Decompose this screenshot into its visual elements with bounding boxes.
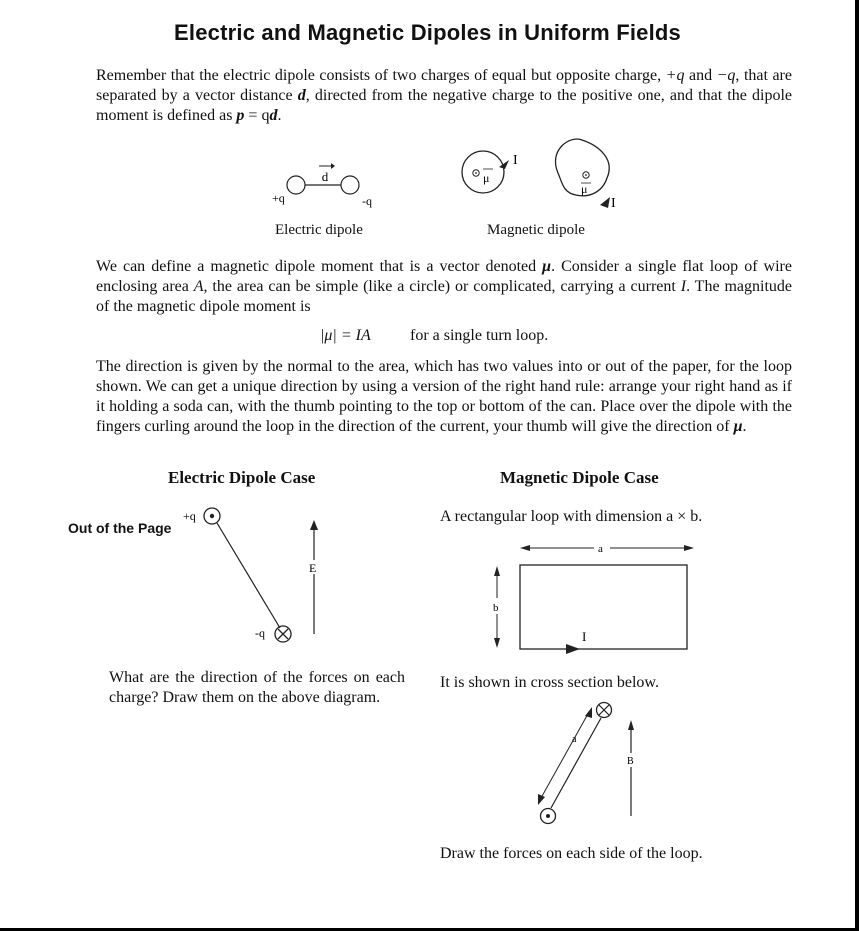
intro-paragraph: Remember that the electric dipole consists of two charges of equal but opposite charge, +q and −q, that are separated by a vector distance d, directed from the negative charge to the positive one, and that the dipole moment is defined as p = qd.: [96, 67, 793, 124]
magnetic-case-heading: Magnetic Dipole Case: [500, 468, 659, 487]
forces-instruction: Draw the forces on each side of the loop.: [440, 845, 703, 862]
moment-equation: |μ| = IA: [320, 327, 371, 344]
mu-label-1: μ: [483, 171, 490, 185]
rectangular-loop: [520, 565, 687, 649]
cross-section-note: It is shown in cross section below.: [440, 674, 659, 691]
d-label: d: [321, 169, 329, 184]
loop-cross-section: [551, 718, 601, 808]
plus-q-label: +q: [272, 191, 285, 205]
loop-current-label: I: [582, 629, 587, 644]
a-label-cross: a: [572, 734, 577, 745]
e-field-label: E: [309, 561, 317, 575]
electric-question: What are the direction of the forces on each charge? Draw them on the above diagram.: [109, 669, 405, 706]
magnetic-moment-paragraph: We can define a magnetic dipole moment that is a vector denoted μ. Consider a single flat loop of wire enclosing area A, the area can be simple (like a circle) or complicated, carrying a current I. The magnitude of the magnetic dipole moment is: [96, 258, 792, 315]
a-side-dimension: [541, 712, 589, 798]
mu-label-2: μ: [581, 182, 588, 196]
p-vector: p: [236, 107, 245, 124]
loop-description: A rectangular loop with dimension a × b.: [440, 508, 703, 525]
caption-electric-dipole: Electric dipole: [275, 222, 363, 238]
moment-equation-note: for a single turn loop.: [410, 327, 549, 344]
plus-q-label-lower: +q: [183, 509, 196, 523]
out-of-page-label: Out of the Page: [68, 520, 172, 536]
page-title: Electric and Magnetic Dipoles in Uniform Fields: [174, 20, 681, 45]
e-field-arrowhead-icon: [310, 520, 318, 530]
current-label-1: I: [513, 153, 518, 168]
right-hand-rule-paragraph: The direction is given by the normal to the area, which has two values into or out of the paper, for the loop shown. We can get a unique direction by using a version of the right hand rule: arrange your right hand as if it holding a soda can, with the thumb pointing to the top or bottom of the can. Place over the dipole with the fingers curling around the loop in the direction of the current, your thumb will give the direction of μ.: [96, 358, 792, 435]
caption-magnetic-dipole: Magnetic dipole: [487, 222, 585, 238]
b-field-arrowhead-icon: [628, 720, 634, 730]
dipole-rod: [217, 523, 280, 628]
a-label: a: [598, 543, 603, 555]
d-vector: d: [297, 87, 306, 104]
loop-current-arrow-icon: [566, 644, 580, 654]
minus-q-label-lower: -q: [255, 626, 265, 640]
b-field-label: B: [627, 756, 634, 767]
electric-case-heading: Electric Dipole Case: [168, 468, 316, 487]
current-label-2: I: [611, 196, 616, 211]
b-label: b: [493, 602, 499, 614]
minus-q-label: -q: [362, 194, 372, 208]
